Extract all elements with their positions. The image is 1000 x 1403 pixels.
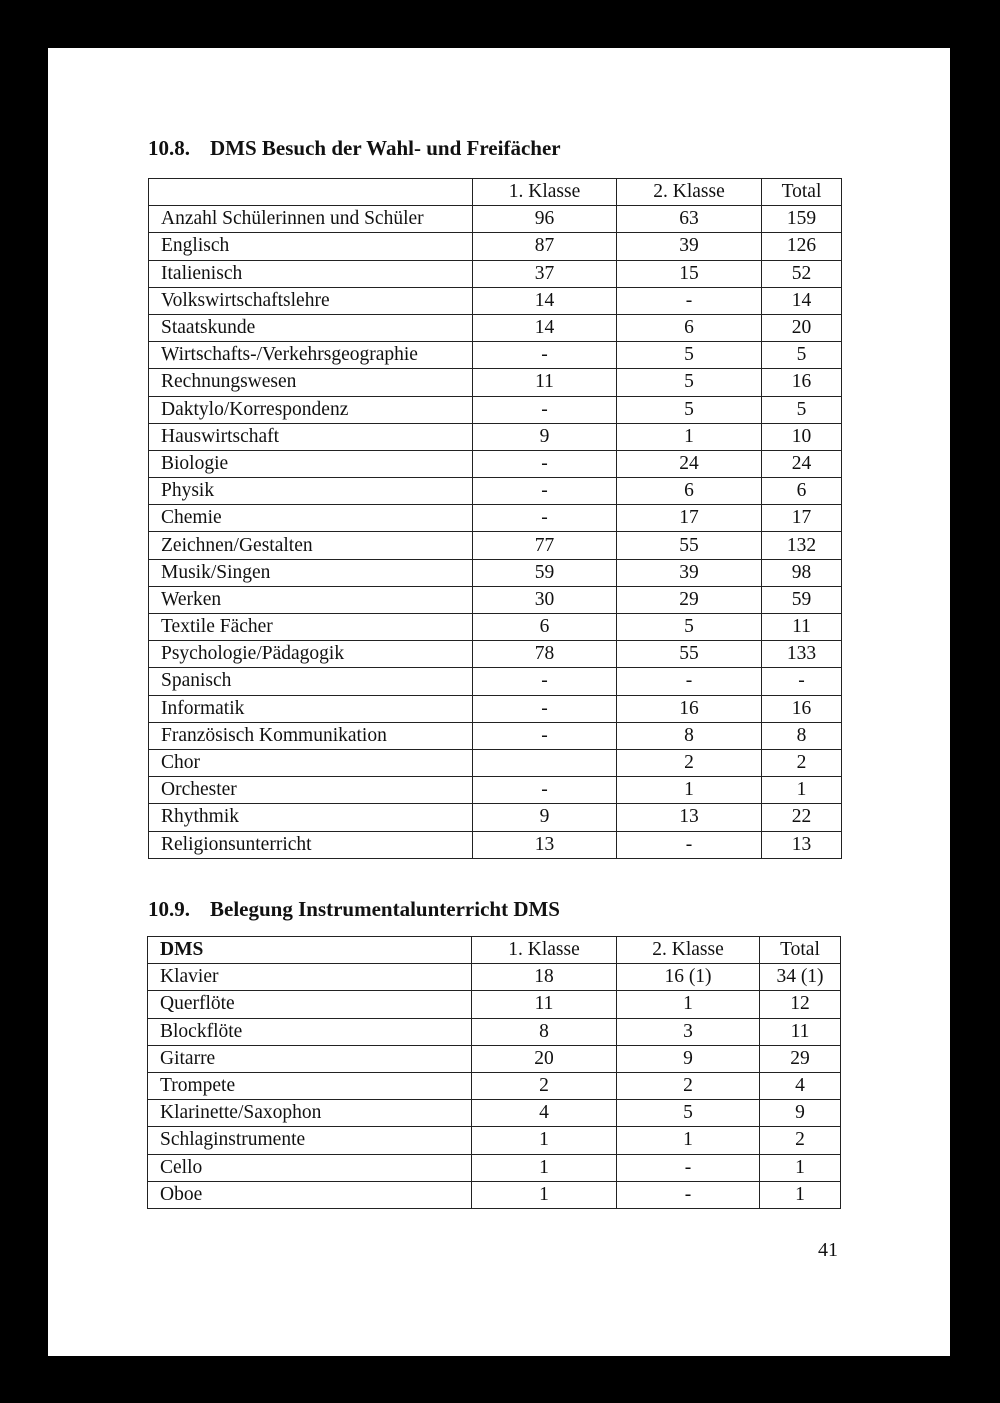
table-row	[149, 532, 842, 559]
value-cell: 63	[617, 206, 762, 233]
value-cell: -	[473, 505, 617, 532]
table-body	[149, 206, 842, 859]
table-row	[149, 804, 842, 831]
instrumental-table	[147, 936, 841, 1209]
table-row	[149, 641, 842, 668]
table-row	[149, 586, 842, 613]
value-cell: 11	[473, 369, 617, 396]
value-cell: 9	[473, 423, 617, 450]
section-title: DMS Besuch der Wahl- und Freifächer	[210, 136, 561, 160]
table-row	[149, 287, 842, 314]
section-number: 10.8.	[148, 136, 190, 160]
value-cell: 6	[473, 614, 617, 641]
row-label: Informatik	[149, 695, 473, 722]
row-label: Psychologie/Pädagogik	[149, 641, 473, 668]
table-row	[148, 1072, 841, 1099]
value-cell: 4	[472, 1100, 617, 1127]
table-row	[149, 396, 842, 423]
table-row	[148, 1154, 841, 1181]
row-label: Zeichnen/Gestalten	[149, 532, 473, 559]
value-cell: -	[617, 668, 762, 695]
value-cell: 5	[617, 396, 762, 423]
value-cell: 55	[617, 641, 762, 668]
value-cell: 52	[762, 260, 842, 287]
row-label: Volkswirtschaftslehre	[149, 287, 473, 314]
value-cell: 87	[473, 233, 617, 260]
table-row	[149, 423, 842, 450]
value-cell: 1	[617, 423, 762, 450]
value-cell: 10	[762, 423, 842, 450]
row-label: Italienisch	[149, 260, 473, 287]
section-title: Belegung Instrumentalunterricht DMS	[210, 897, 560, 921]
value-cell: 96	[473, 206, 617, 233]
value-cell: 39	[617, 233, 762, 260]
table-row	[149, 450, 842, 477]
value-cell: -	[473, 722, 617, 749]
table-row	[148, 1100, 841, 1127]
value-cell: -	[473, 342, 617, 369]
wahlfaecher-table	[148, 178, 842, 859]
value-cell: 59	[762, 586, 842, 613]
value-cell: 1	[617, 991, 760, 1018]
table-row	[149, 668, 842, 695]
value-cell: -	[617, 1154, 760, 1181]
table-header-row	[149, 179, 842, 206]
section-heading-instrumental	[148, 897, 560, 922]
row-label: Staatskunde	[149, 314, 473, 341]
row-label: Hauswirtschaft	[149, 423, 473, 450]
value-cell: 8	[617, 722, 762, 749]
row-label: Gitarre	[148, 1045, 472, 1072]
value-cell: 17	[762, 505, 842, 532]
table-row	[149, 233, 842, 260]
value-cell: -	[617, 831, 762, 858]
value-cell: 14	[473, 287, 617, 314]
table-row	[148, 991, 841, 1018]
value-cell: 16 (1)	[617, 964, 760, 991]
table-row	[149, 260, 842, 287]
value-cell: 34 (1)	[760, 964, 841, 991]
header-cell	[149, 179, 473, 206]
row-label: Cello	[148, 1154, 472, 1181]
value-cell: 13	[617, 804, 762, 831]
value-cell: 13	[762, 831, 842, 858]
row-label: Spanisch	[149, 668, 473, 695]
row-label: Physik	[149, 478, 473, 505]
value-cell: -	[473, 668, 617, 695]
row-label: Textile Fächer	[149, 614, 473, 641]
value-cell: -	[617, 1181, 760, 1208]
value-cell: -	[617, 287, 762, 314]
value-cell: 29	[617, 586, 762, 613]
value-cell: 14	[762, 287, 842, 314]
table-header-row	[148, 937, 841, 964]
value-cell: 59	[473, 559, 617, 586]
value-cell: -	[473, 695, 617, 722]
value-cell: -	[473, 777, 617, 804]
table-row	[149, 478, 842, 505]
row-label: Klarinette/Saxophon	[148, 1100, 472, 1127]
row-label: Musik/Singen	[149, 559, 473, 586]
value-cell: 11	[760, 1018, 841, 1045]
header-cell: DMS	[148, 937, 472, 964]
value-cell: 1	[617, 1127, 760, 1154]
value-cell: 55	[617, 532, 762, 559]
table-row	[149, 206, 842, 233]
value-cell: 24	[762, 450, 842, 477]
value-cell: 126	[762, 233, 842, 260]
value-cell: 98	[762, 559, 842, 586]
value-cell: 12	[760, 991, 841, 1018]
row-label: Schlaginstrumente	[148, 1127, 472, 1154]
table-body	[148, 964, 841, 1209]
value-cell: 14	[473, 314, 617, 341]
value-cell: 6	[762, 478, 842, 505]
value-cell: 4	[760, 1072, 841, 1099]
value-cell: -	[762, 668, 842, 695]
page-number: 41	[818, 1239, 838, 1261]
table-row	[149, 369, 842, 396]
value-cell: 1	[472, 1154, 617, 1181]
header-cell: 2. Klasse	[617, 937, 760, 964]
row-label: Daktylo/Korrespondenz	[149, 396, 473, 423]
value-cell: 20	[472, 1045, 617, 1072]
table-row	[149, 777, 842, 804]
section-heading-wahlfaecher	[148, 136, 561, 161]
row-label: Englisch	[149, 233, 473, 260]
value-cell: 1	[760, 1181, 841, 1208]
row-label: Religionsunterricht	[149, 831, 473, 858]
value-cell: 2	[617, 1072, 760, 1099]
value-cell: 15	[617, 260, 762, 287]
table-row	[148, 964, 841, 991]
value-cell	[473, 749, 617, 776]
header-cell: Total	[762, 179, 842, 206]
value-cell: 2	[472, 1072, 617, 1099]
table-row	[148, 1181, 841, 1208]
table-row	[149, 314, 842, 341]
value-cell: 9	[760, 1100, 841, 1127]
table-row	[149, 695, 842, 722]
row-label: Anzahl Schülerinnen und Schüler	[149, 206, 473, 233]
value-cell: 5	[617, 369, 762, 396]
value-cell: 37	[473, 260, 617, 287]
value-cell: 20	[762, 314, 842, 341]
table-row	[148, 1018, 841, 1045]
value-cell: 1	[472, 1127, 617, 1154]
table-row	[149, 342, 842, 369]
row-label: Trompete	[148, 1072, 472, 1099]
value-cell: 1	[760, 1154, 841, 1181]
value-cell: 8	[472, 1018, 617, 1045]
value-cell: 5	[617, 614, 762, 641]
value-cell: -	[473, 478, 617, 505]
value-cell: 11	[762, 614, 842, 641]
value-cell: 18	[472, 964, 617, 991]
header-cell: Total	[760, 937, 841, 964]
table-row	[149, 614, 842, 641]
header-cell: 1. Klasse	[472, 937, 617, 964]
value-cell: -	[473, 396, 617, 423]
value-cell: -	[473, 450, 617, 477]
table-row	[148, 1127, 841, 1154]
value-cell: 39	[617, 559, 762, 586]
section-number: 10.9.	[148, 897, 190, 921]
header-cell: 2. Klasse	[617, 179, 762, 206]
value-cell: 2	[760, 1127, 841, 1154]
row-label: Querflöte	[148, 991, 472, 1018]
row-label: Rhythmik	[149, 804, 473, 831]
table-row	[149, 559, 842, 586]
value-cell: 1	[762, 777, 842, 804]
value-cell: 24	[617, 450, 762, 477]
value-cell: 5	[762, 342, 842, 369]
row-label: Oboe	[148, 1181, 472, 1208]
document-page	[48, 48, 950, 1356]
row-label: Werken	[149, 586, 473, 613]
table-row	[149, 722, 842, 749]
table-row	[148, 1045, 841, 1072]
value-cell: 16	[762, 369, 842, 396]
value-cell: 5	[617, 342, 762, 369]
value-cell: 13	[473, 831, 617, 858]
row-label: Wirtschafts-/Verkehrsgeographie	[149, 342, 473, 369]
value-cell: 30	[473, 586, 617, 613]
value-cell: 132	[762, 532, 842, 559]
value-cell: 1	[472, 1181, 617, 1208]
row-label: Klavier	[148, 964, 472, 991]
table-row	[149, 749, 842, 776]
value-cell: 6	[617, 478, 762, 505]
value-cell: 29	[760, 1045, 841, 1072]
value-cell: 17	[617, 505, 762, 532]
value-cell: 77	[473, 532, 617, 559]
value-cell: 5	[617, 1100, 760, 1127]
value-cell: 2	[617, 749, 762, 776]
row-label: Blockflöte	[148, 1018, 472, 1045]
table-row	[149, 831, 842, 858]
value-cell: 16	[762, 695, 842, 722]
value-cell: 133	[762, 641, 842, 668]
value-cell: 6	[617, 314, 762, 341]
value-cell: 78	[473, 641, 617, 668]
table-row	[149, 505, 842, 532]
value-cell: 8	[762, 722, 842, 749]
value-cell: 11	[472, 991, 617, 1018]
value-cell: 16	[617, 695, 762, 722]
row-label: Chemie	[149, 505, 473, 532]
row-label: Chor	[149, 749, 473, 776]
value-cell: 2	[762, 749, 842, 776]
row-label: Französisch Kommunikation	[149, 722, 473, 749]
row-label: Orchester	[149, 777, 473, 804]
row-label: Biologie	[149, 450, 473, 477]
value-cell: 3	[617, 1018, 760, 1045]
value-cell: 9	[617, 1045, 760, 1072]
value-cell: 22	[762, 804, 842, 831]
value-cell: 159	[762, 206, 842, 233]
header-cell: 1. Klasse	[473, 179, 617, 206]
value-cell: 5	[762, 396, 842, 423]
value-cell: 9	[473, 804, 617, 831]
row-label: Rechnungswesen	[149, 369, 473, 396]
value-cell: 1	[617, 777, 762, 804]
